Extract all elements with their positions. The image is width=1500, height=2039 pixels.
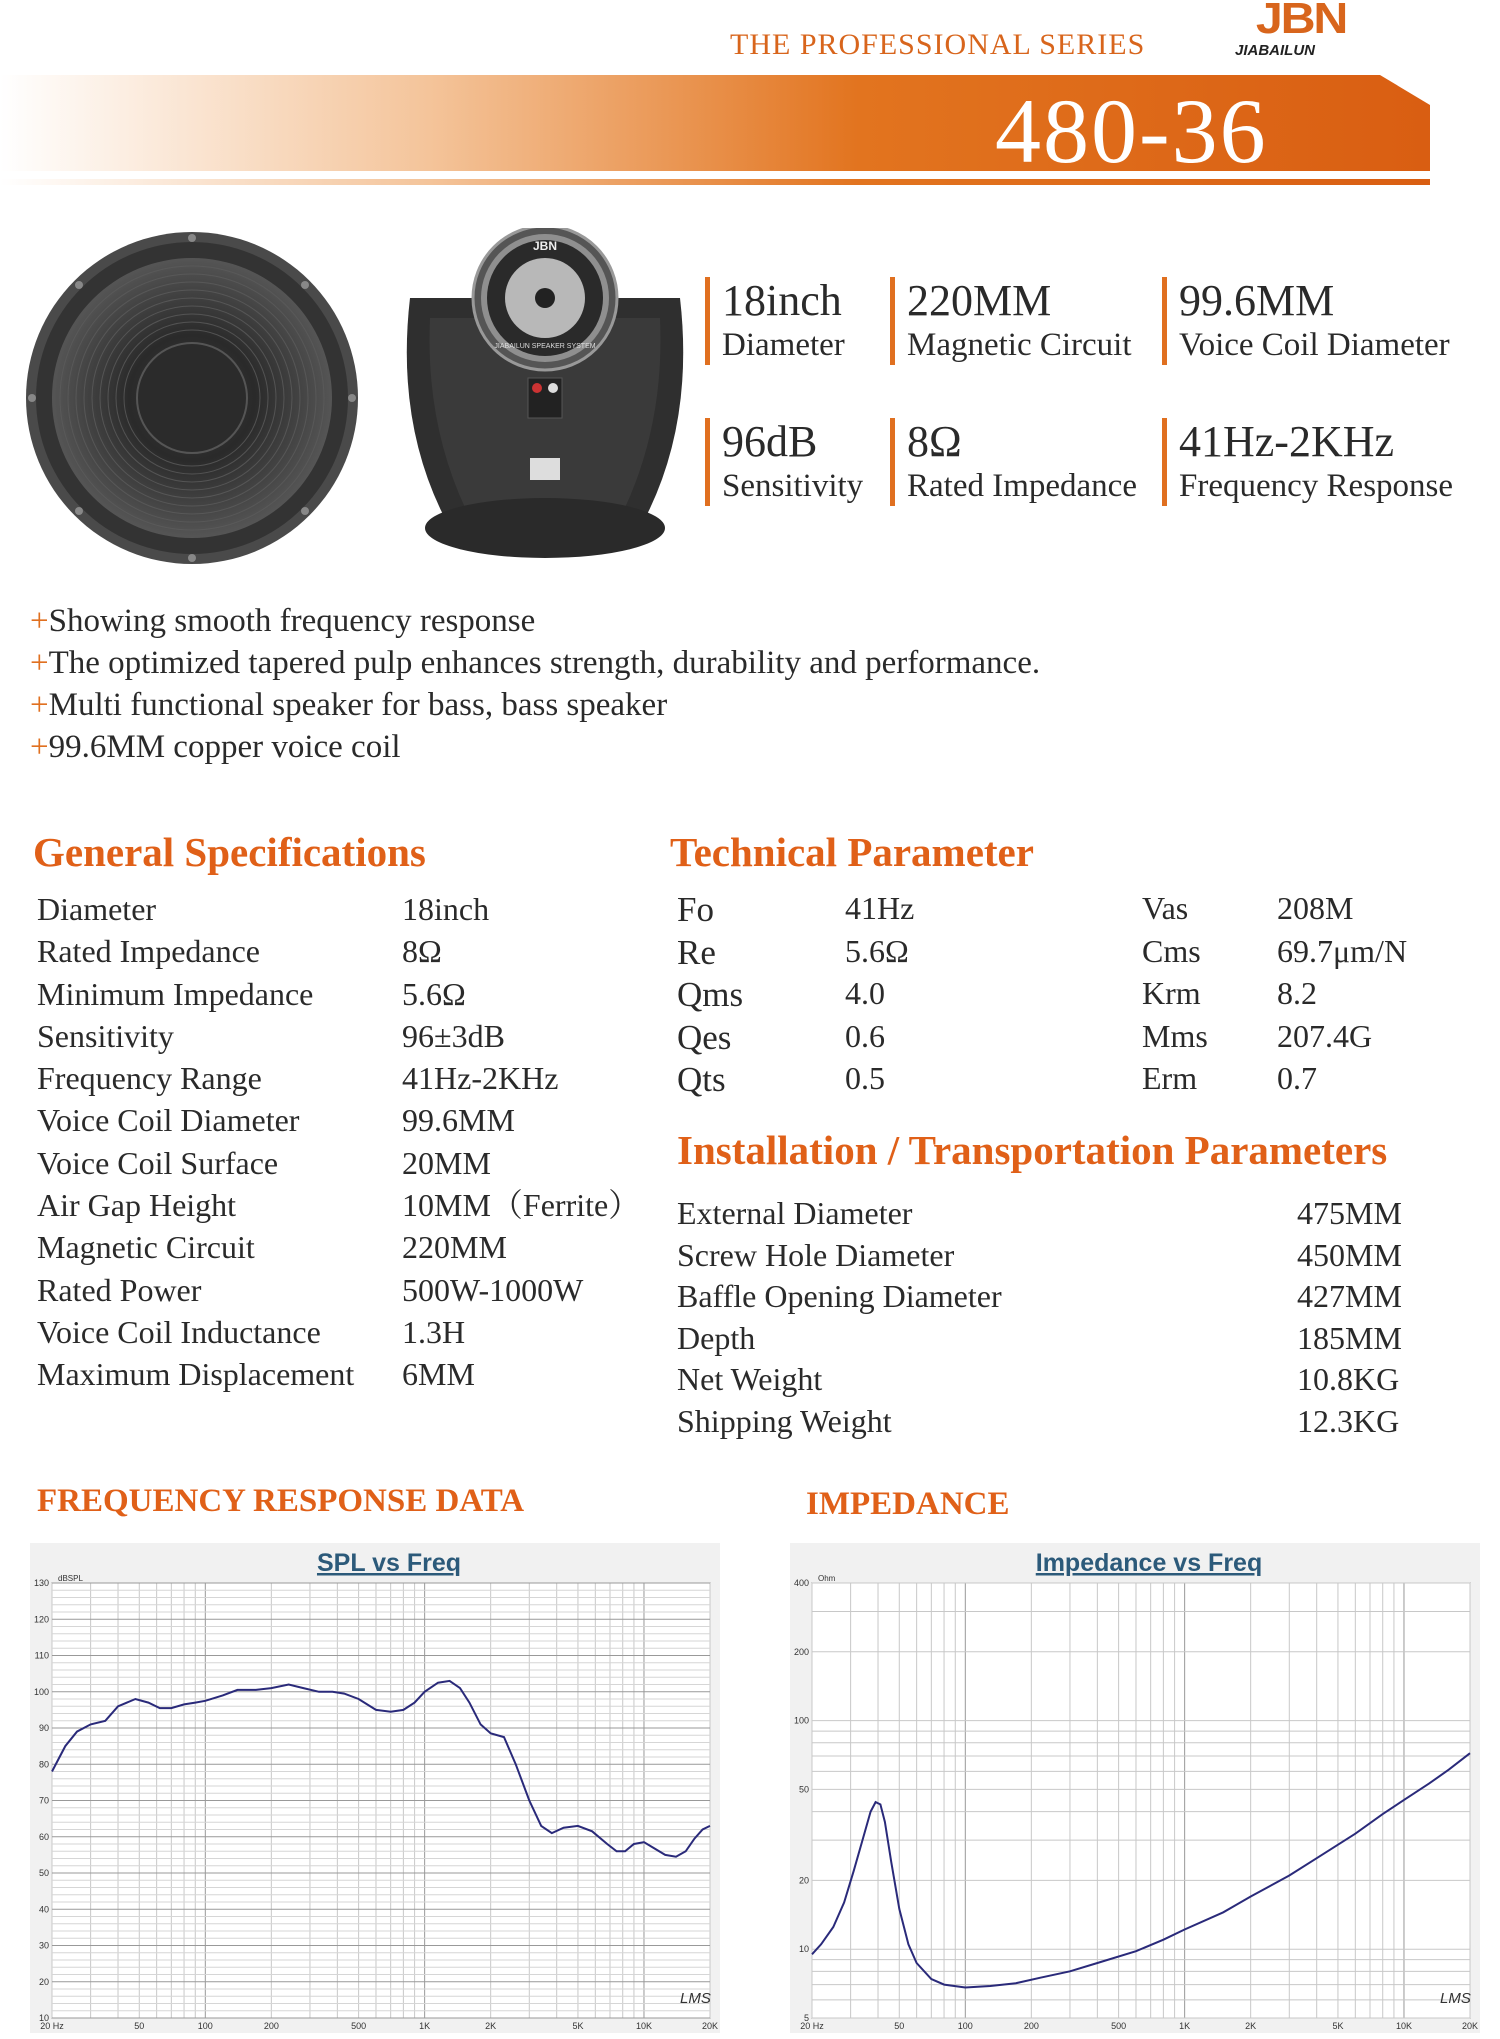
x-tick-label: 1K: [1179, 2021, 1191, 2031]
y-tick-label: 30: [38, 1940, 49, 1951]
y-axis-label: Ohm: [818, 1574, 836, 1583]
highlight-magnetic-circuit: [890, 277, 1132, 365]
highlight-value: 18inch: [722, 276, 842, 325]
x-tick-label: 100: [957, 2021, 973, 2031]
x-tick-label: 50: [894, 2021, 905, 2031]
highlight-sensitivity: [705, 418, 863, 506]
highlight-label: Sensitivity: [722, 468, 864, 504]
x-tick-label: 200: [1023, 2021, 1039, 2031]
model-number: 480-36: [995, 80, 1268, 182]
y-tick-label: 80: [38, 1759, 49, 1770]
y-tick-label: 20: [38, 1976, 49, 1987]
logo-subtitle: JIABAILUN: [1235, 42, 1316, 59]
highlight-voice-coil: [1162, 277, 1450, 365]
x-tick-label: 10K: [635, 2021, 652, 2031]
back-badge-ring-text: JIABAILUN SPEAKER SYSTEM: [494, 343, 596, 350]
x-tick-label: 2K: [1245, 2021, 1257, 2031]
y-tick-label: 100: [33, 1686, 49, 1697]
y-tick-label: 110: [34, 1650, 49, 1661]
highlight-label: Magnetic Circuit: [907, 327, 1132, 363]
x-tick-label: 10K: [1395, 2021, 1412, 2031]
y-tick-label: 70: [38, 1795, 49, 1806]
x-tick-label: 200: [263, 2021, 279, 2031]
impedance-chart-heading: IMPEDANCE: [806, 1486, 1010, 1522]
y-tick-label: 50: [798, 1784, 809, 1795]
y-tick-label: 40: [38, 1904, 49, 1915]
highlight-diameter: [705, 277, 845, 365]
highlight-label: Voice Coil Diameter: [1179, 327, 1450, 363]
highlight-frequency-response: [1162, 418, 1453, 506]
spl-chart: [30, 1543, 720, 2033]
plus-icon: +: [30, 729, 49, 765]
plus-icon: +: [30, 603, 49, 639]
highlight-label: Rated Impedance: [907, 468, 1137, 504]
highlight-value: 99.6MM: [1179, 276, 1335, 325]
feature-item: +The optimized tapered pulp enhances strength, durability and performance.: [30, 645, 1041, 681]
highlight-value: 8Ω: [907, 417, 962, 466]
highlight-value: 220MM: [907, 276, 1052, 325]
x-tick-label: 1K: [419, 2021, 431, 2031]
chart-title: SPL vs Freq: [316, 1549, 462, 1577]
grid-lines: [52, 1583, 710, 2018]
x-tick-label: 100: [197, 2021, 213, 2031]
chart-title: Impedance vs Freq: [1035, 1549, 1263, 1577]
general-specs-title: General Specifications: [33, 829, 426, 875]
feature-item: +Multi functional speaker for bass, bass speaker: [30, 687, 668, 723]
installation-title: Installation / Transportation Parameters: [677, 1127, 1388, 1173]
y-tick-label: 400: [793, 1578, 809, 1588]
frequency-chart-heading: FREQUENCY RESPONSE DATA: [37, 1483, 525, 1519]
y-tick-label: 10: [798, 1944, 809, 1955]
y-tick-label: 20: [798, 1875, 809, 1886]
impedance-chart: [790, 1543, 1480, 2033]
y-tick-label: 50: [38, 1868, 49, 1878]
feature-item: +Showing smooth frequency response: [30, 603, 536, 639]
speaker-front-image: [22, 228, 362, 568]
chart-watermark: LMS: [680, 1990, 711, 2007]
y-tick-label: 130: [33, 1578, 49, 1588]
plot-area: [812, 1583, 1470, 2018]
chart-watermark: LMS: [1440, 1990, 1471, 2007]
x-tick-label: 5K: [572, 2021, 584, 2031]
speaker-back-image: [390, 228, 700, 568]
plus-icon: +: [30, 687, 49, 723]
highlight-label: Diameter: [722, 327, 845, 363]
logo-mark: JBN: [1255, 0, 1347, 43]
brand-logo: [1235, 0, 1385, 60]
back-badge-brand: JBN: [532, 239, 558, 253]
highlight-value: 41Hz-2KHz: [1179, 417, 1395, 466]
y-tick-label: 100: [793, 1715, 809, 1726]
technical-title: Technical Parameter: [670, 829, 1034, 875]
x-tick-label: 20K: [701, 2021, 719, 2031]
series-title: THE PROFESSIONAL SERIES: [730, 28, 1146, 61]
feature-list: [30, 600, 1040, 768]
plus-icon: +: [30, 645, 49, 681]
x-tick-label: 2K: [485, 2021, 497, 2031]
y-tick-label: 200: [793, 1646, 809, 1657]
feature-item: +99.6MM copper voice coil: [30, 729, 401, 765]
y-tick-label: 10: [38, 2013, 49, 2023]
x-tick-label: 20K: [1461, 2021, 1479, 2031]
x-tick-label: 500: [351, 2021, 367, 2031]
highlight-value: 96dB: [722, 417, 818, 466]
y-tick-label: 60: [38, 1831, 49, 1842]
y-axis-label: dBSPL: [58, 1574, 83, 1583]
x-tick-label: 500: [1111, 2021, 1127, 2031]
y-tick-label: 120: [33, 1614, 49, 1625]
x-tick-label: 5K: [1332, 2021, 1344, 2031]
highlight-impedance: [890, 418, 1137, 506]
x-tick-label: 50: [134, 2021, 145, 2031]
x-tick-label: 20 Hz: [40, 2021, 64, 2031]
y-tick-label: 90: [38, 1723, 49, 1733]
highlight-label: Frequency Response: [1179, 468, 1454, 504]
y-tick-label: 5: [803, 2013, 809, 2023]
x-tick-label: 20 Hz: [800, 2021, 824, 2031]
